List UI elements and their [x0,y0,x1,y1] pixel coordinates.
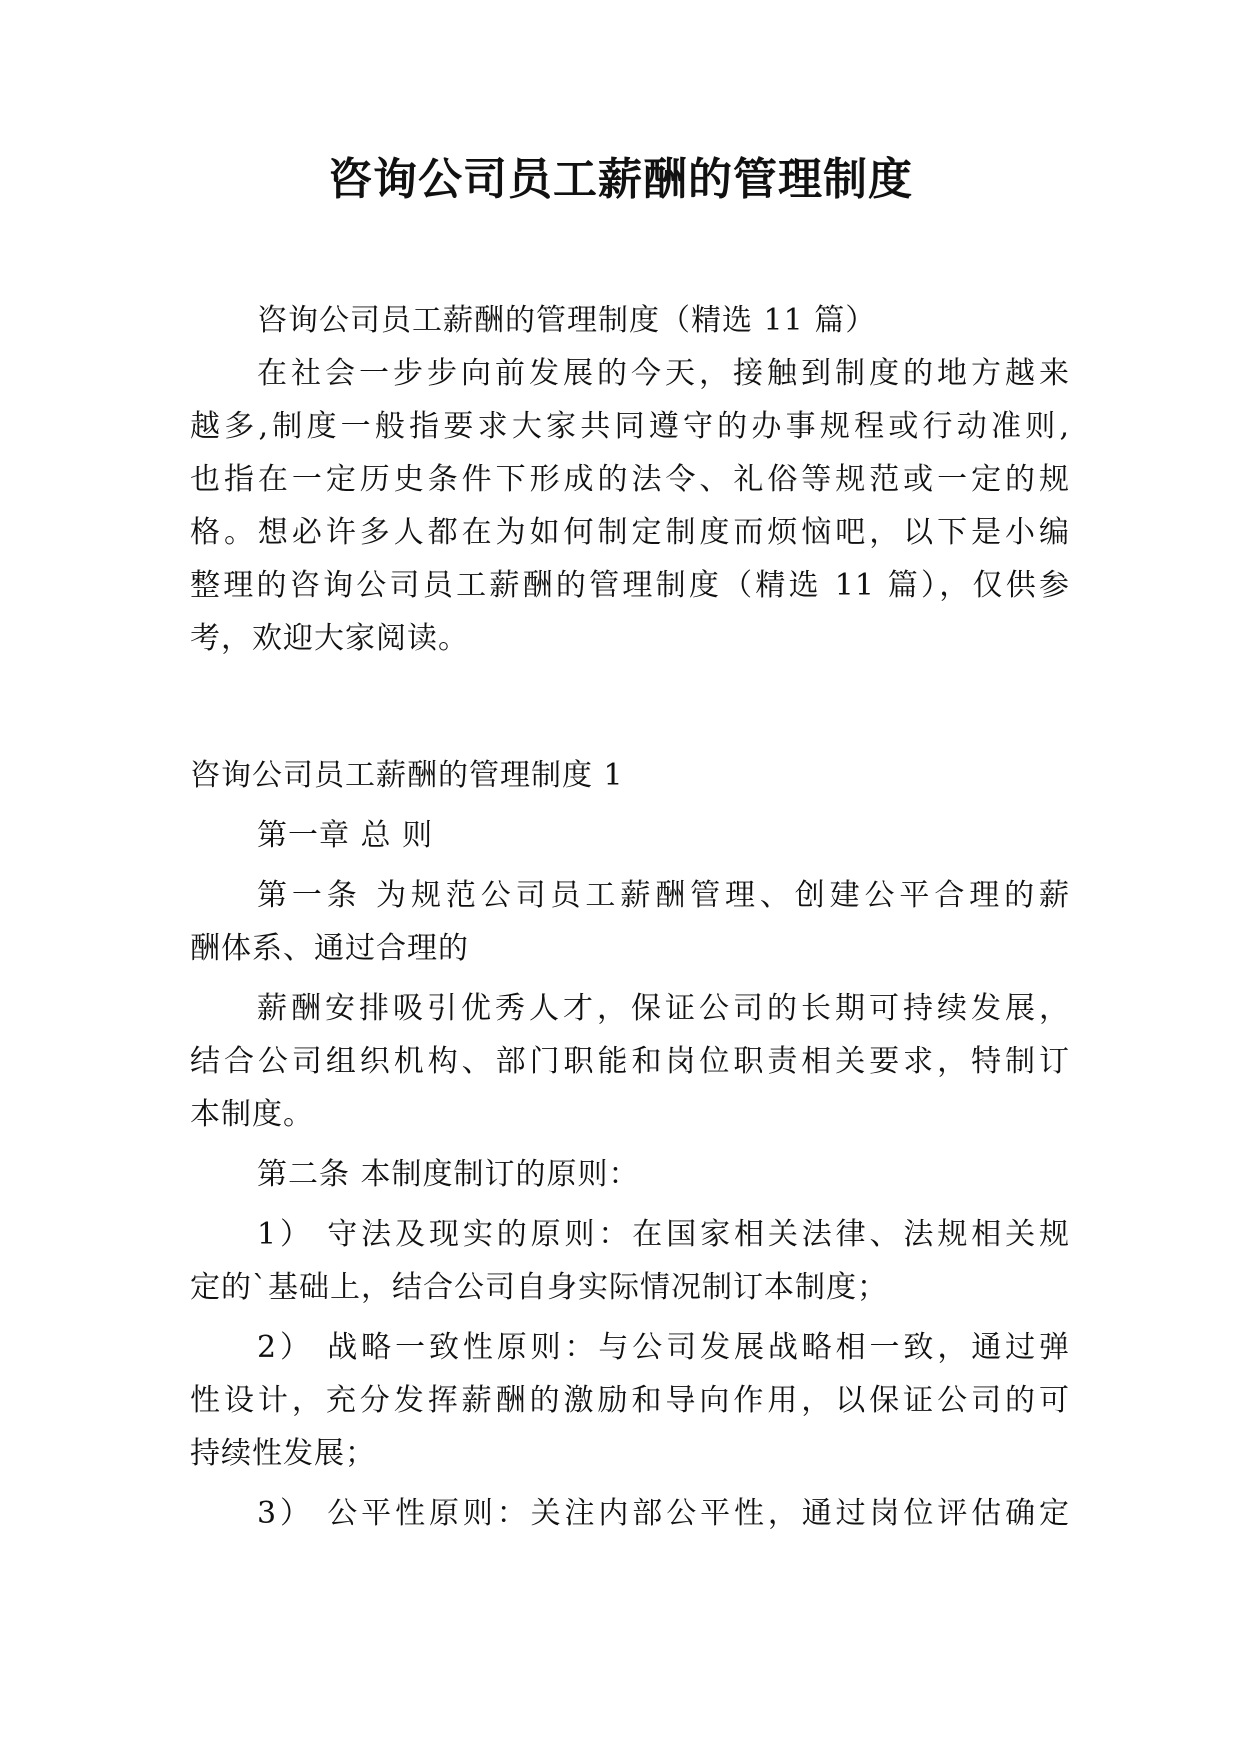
document-title: 咨询公司员工薪酬的管理制度 [328,154,913,205]
article-1-line-3: 薪酬安排吸引优秀人才，保证公司的长期可持续发展， [257,991,1070,1026]
chapter-heading: 第一章 总 则 [257,818,434,853]
intro-line-6: 考，欢迎大家阅读。 [190,621,469,656]
intro-line-4: 格。想必许多人都在为如何制定制度而烦恼吧，以下是小编 [190,515,1070,550]
section-heading: 咨询公司员工薪酬的管理制度 1 [190,758,624,793]
principle-2-line-3: 持续性发展； [190,1436,376,1471]
intro-line-5: 整理的咨询公司员工薪酬的管理制度（精选 11 篇），仅供参 [190,568,1070,603]
intro-line-2: 越多,制度一般指要求大家共同遵守的办事规程或行动准则, [190,409,1070,444]
principle-2-line-2: 性设计，充分发挥薪酬的激励和导向作用，以保证公司的可 [190,1383,1070,1418]
intro-line-1: 在社会一步步向前发展的今天，接触到制度的地方越来 [257,356,1070,391]
principle-2-line-1: 2） 战略一致性原则：与公司发展战略相一致，通过弹 [257,1330,1070,1365]
subtitle-line: 咨询公司员工薪酬的管理制度（精选 11 篇） [257,303,877,338]
principle-1-line-2: 定的`基础上，结合公司自身实际情况制订本制度； [190,1270,888,1305]
article-1-line-2: 酬体系、通过合理的 [190,931,469,966]
article-2-heading: 第二条 本制度制订的原则： [257,1157,640,1192]
article-1-line-1: 第一条 为规范公司员工薪酬管理、创建公平合理的薪 [257,878,1070,913]
article-1-line-5: 本制度。 [190,1097,314,1132]
principle-1-line-1: 1） 守法及现实的原则：在国家相关法律、法规相关规 [257,1217,1070,1252]
intro-line-3: 也指在一定历史条件下形成的法令、礼俗等规范或一定的规 [190,462,1070,497]
principle-3-line-1: 3） 公平性原则：关注内部公平性，通过岗位评估确定 [257,1496,1070,1531]
article-1-line-4: 结合公司组织机构、部门职能和岗位职责相关要求，特制订 [190,1044,1070,1079]
